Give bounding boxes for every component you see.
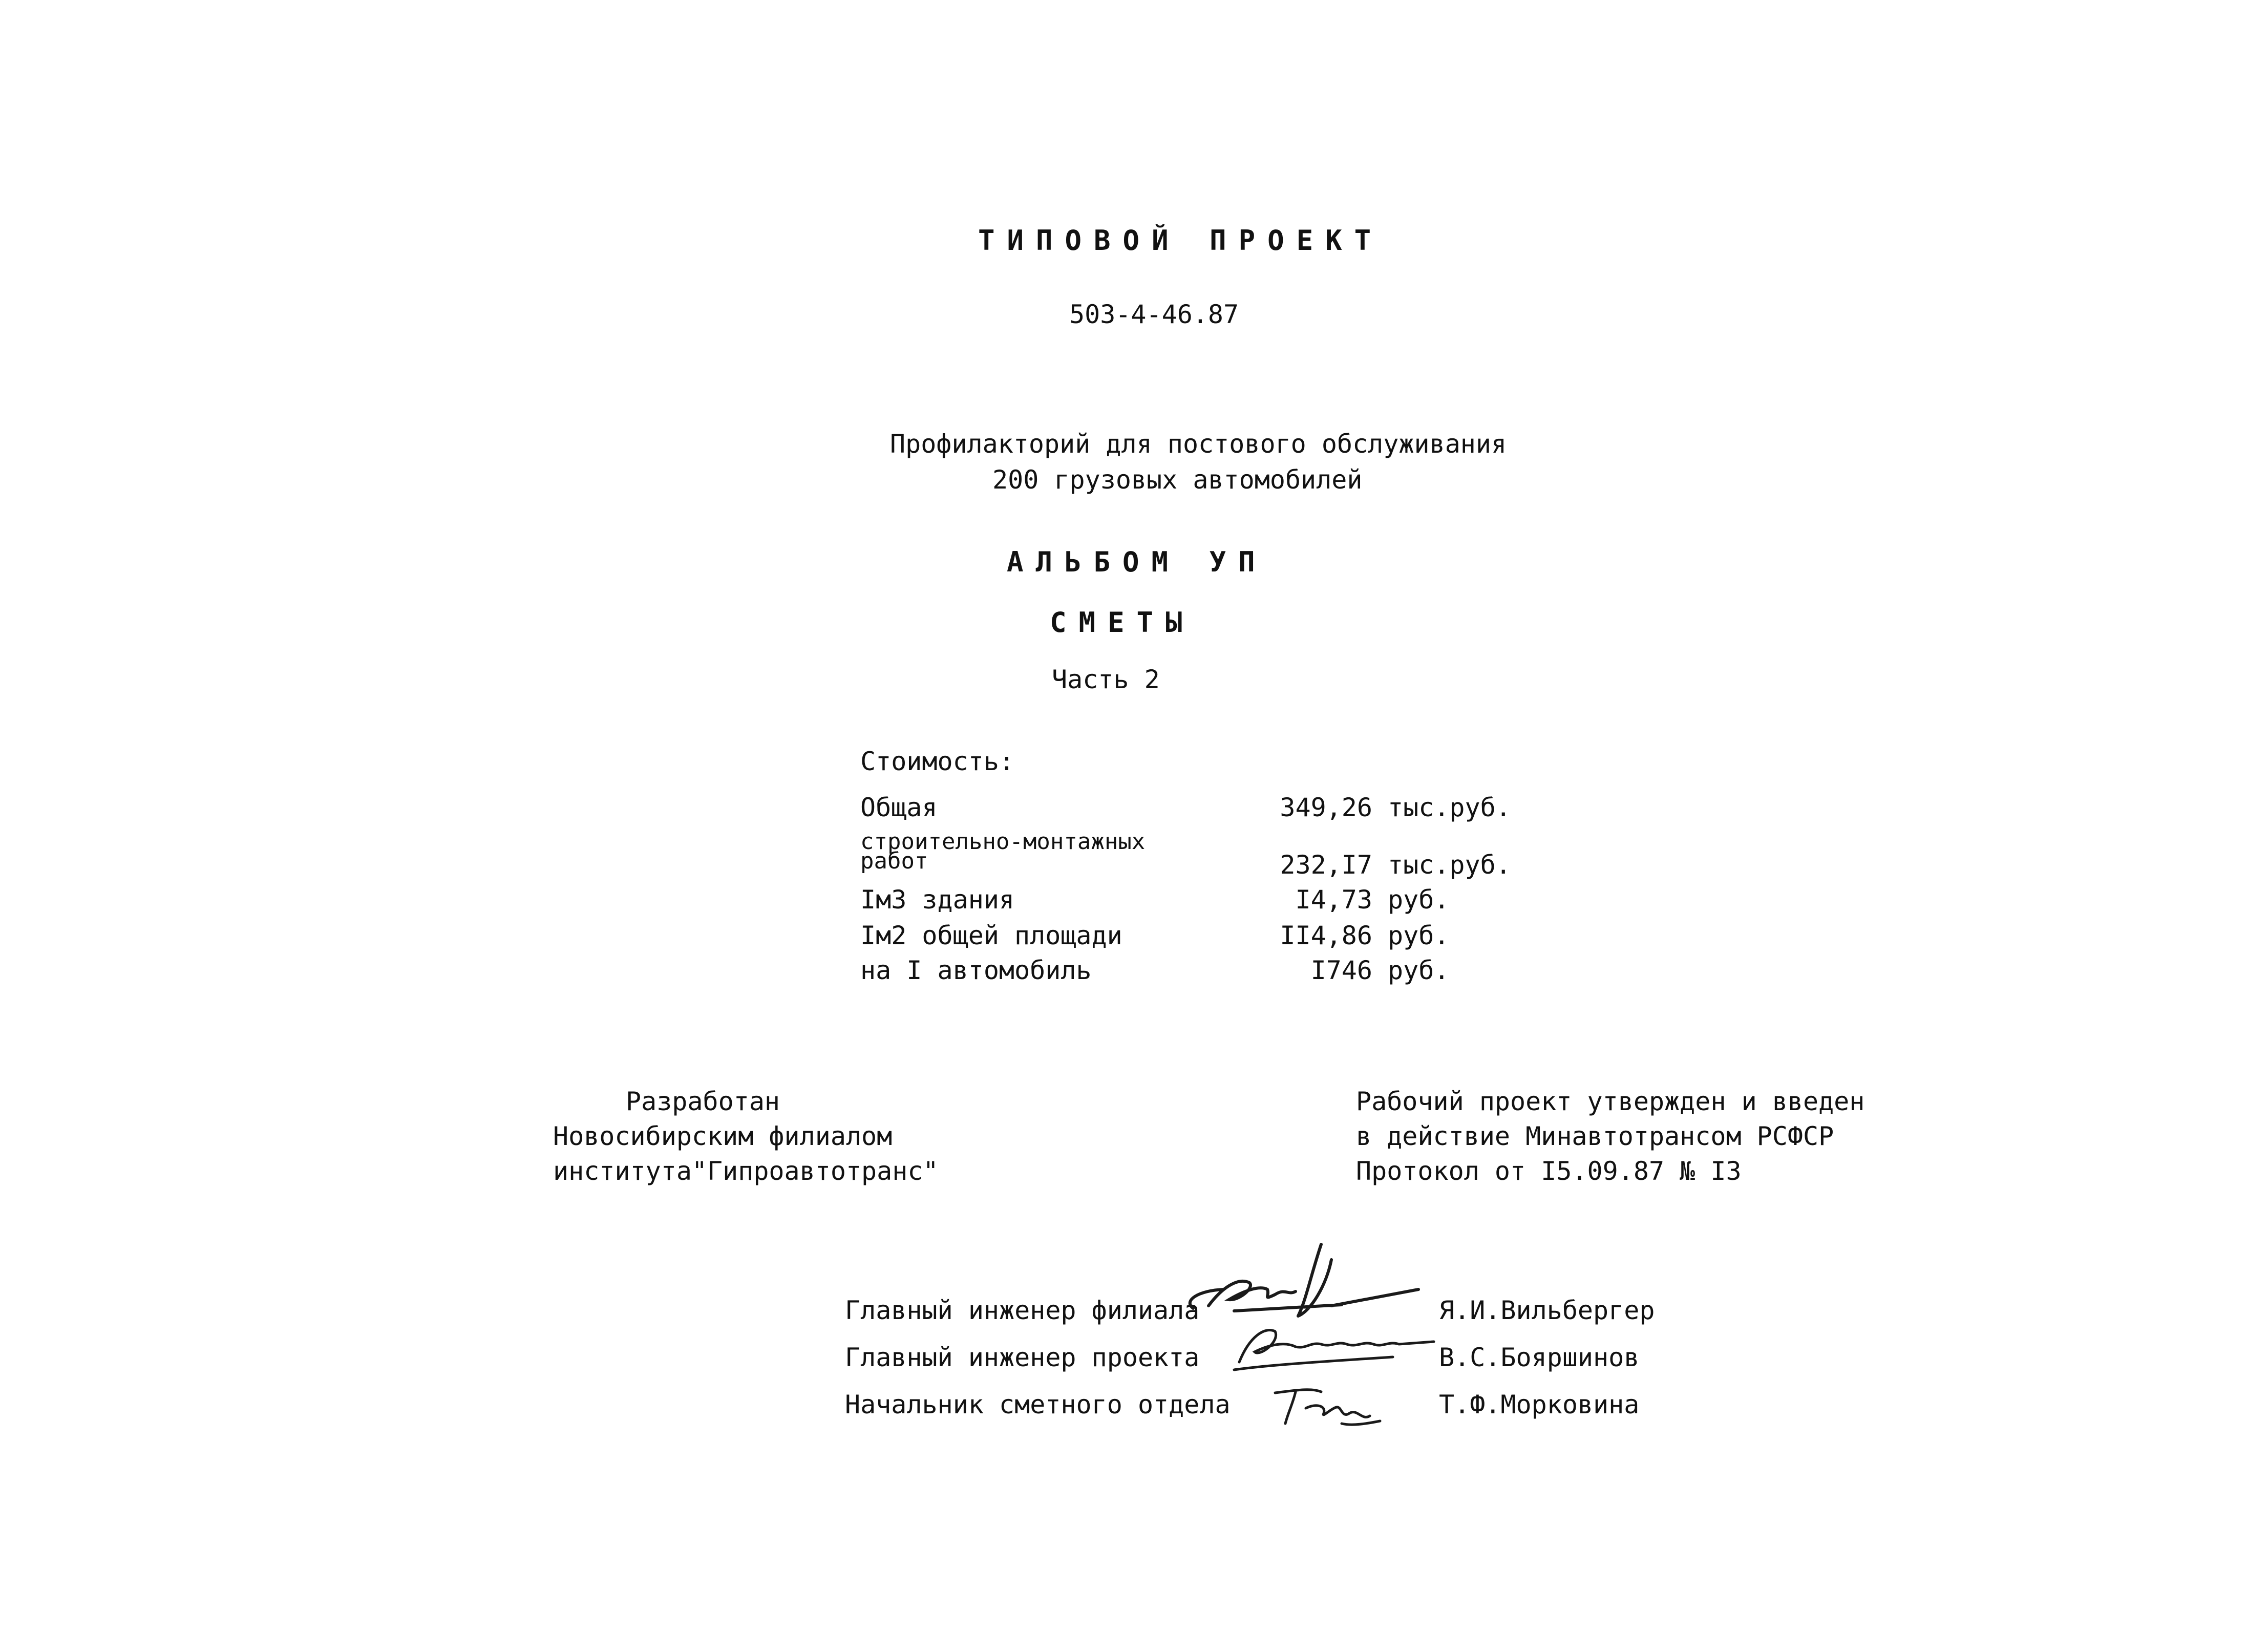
cost-unit-vehicle: руб.	[1388, 956, 1450, 985]
cost-unit-total: тыс.руб.	[1388, 793, 1511, 822]
approval-line-1: Рабочий проект утвержден и введен	[1356, 1087, 1865, 1116]
signatory-name-3: Т.Ф.Морковина	[1439, 1390, 1640, 1419]
cost-unit-construction: тыс.руб.	[1388, 850, 1511, 880]
approval-line-2: в действие Минавтотрансом РСФСР	[1356, 1121, 1834, 1151]
cost-value-volume: I4,73	[1295, 885, 1372, 915]
cost-value-area: II4,86	[1280, 921, 1372, 950]
developed-line-2: Новосибирским филиалом	[553, 1121, 893, 1151]
developed-line-3: института"Гипроавтотранс"	[553, 1156, 939, 1186]
cost-label-total: Общая	[860, 793, 938, 822]
description-line-1: Профилакторий для постового обслуживания	[890, 429, 1507, 459]
cost-unit-area: руб.	[1388, 921, 1450, 950]
cost-label-volume: Iм3 здания	[860, 885, 1015, 915]
signatory-position-2: Главный инженер проекта	[845, 1343, 1200, 1372]
cost-label-construction: строительно-монтажных	[860, 829, 1146, 855]
cost-value-construction: 232,I7	[1280, 850, 1372, 880]
cost-unit-volume: руб.	[1388, 885, 1450, 915]
project-number: 503-4-46.87	[1069, 300, 1239, 329]
cost-label-area: Iм2 общей площади	[860, 921, 1122, 950]
signatory-position-1: Главный инженер филиала	[845, 1296, 1200, 1325]
document-title: ТИПОВОЙ ПРОЕКТ	[978, 224, 1384, 257]
signatory-name-2: В.С.Бояршинов	[1439, 1343, 1640, 1372]
signatory-name-1: Я.И.Вильбергер	[1439, 1296, 1655, 1325]
developed-line-1: Разработан	[626, 1087, 780, 1116]
signature-2-icon	[1229, 1316, 1444, 1377]
album-title: АЛЬБОМ УП	[1007, 546, 1267, 578]
description-line-2: 200 грузовых автомобилей	[992, 465, 1363, 495]
part-label: Часть 2	[1052, 665, 1160, 694]
cost-label-vehicle: на I автомобиль	[860, 956, 1092, 985]
cost-label-construction-2: работ	[860, 848, 928, 874]
section-title: СМЕТЫ	[1050, 606, 1195, 639]
approval-line-3: Протокол от I5.09.87 № I3	[1356, 1156, 1742, 1186]
cost-heading: Стоимость:	[860, 747, 1015, 776]
cost-value-total: 349,26	[1280, 793, 1372, 822]
cost-value-vehicle: I746	[1310, 956, 1372, 985]
signatory-position-3: Начальник сметного отдела	[845, 1390, 1231, 1419]
signature-3-icon	[1265, 1377, 1388, 1434]
